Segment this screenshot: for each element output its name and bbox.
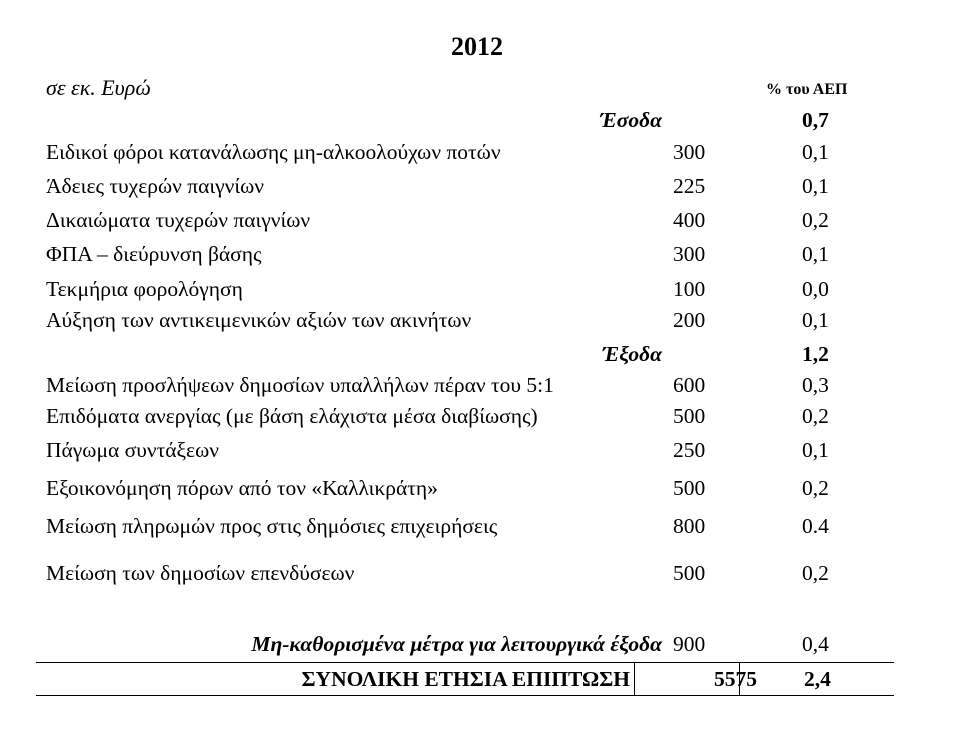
total-label: ΣΥΝΟΛΙΚΗ ΕΤΗΣΙΑ ΕΠΙΠΤΩΣΗ <box>301 667 630 691</box>
row-amount: 300 <box>673 140 706 164</box>
row-amount: 400 <box>673 208 706 232</box>
table-row <box>36 136 892 168</box>
row-label: Μη-καθορισμένα μέτρα για λειτουργικά έξοδα <box>251 632 662 656</box>
total-pct: 2,4 <box>804 667 831 691</box>
table-row <box>36 400 892 432</box>
row-label: Πάγωμα συντάξεων <box>46 438 219 462</box>
row-amount: 600 <box>673 373 706 397</box>
total-amount: 5575 <box>714 667 757 691</box>
row-label: Επιδόματα ανεργίας (με βάση ελάχιστα μέσα διαβίωσης) <box>46 404 538 428</box>
table-row <box>36 557 892 589</box>
table-row <box>36 170 892 202</box>
row-label: Μείωση πληρωμών προς στις δημόσιες επιχειρήσεις <box>46 514 498 538</box>
row-amount: 500 <box>673 476 706 500</box>
row-amount: 900 <box>673 632 706 656</box>
row-amount: 100 <box>673 277 706 301</box>
row-pct: 0,1 <box>802 438 829 462</box>
expenditure-heading: Έξοδα <box>602 342 662 366</box>
row-pct: 0,3 <box>802 373 829 397</box>
row-pct: 0,2 <box>802 476 829 500</box>
row-amount: 300 <box>673 242 706 266</box>
row-pct: 0,2 <box>802 404 829 428</box>
row-label: Ειδικοί φόροι κατανάλωσης μη-αλκοολούχων ποτών <box>46 140 501 164</box>
row-label: Δικαιώματα τυχερών παιγνίων <box>46 208 311 232</box>
table-row <box>36 628 892 660</box>
row-label: Αύξηση των αντικειμενικών αξιών των ακινήτων <box>46 308 472 332</box>
row-label: Μείωση των δημοσίων επενδύσεων <box>46 561 355 585</box>
row-pct: 0,0 <box>802 277 829 301</box>
revenue-total-pct: 0,7 <box>802 108 829 132</box>
row-label: Τεκμήρια φορολόγηση <box>46 277 243 301</box>
row-pct: 0,4 <box>802 632 829 656</box>
row-label: Εξοικονόμηση πόρων από τον «Καλλικράτη» <box>46 476 438 500</box>
row-pct: 0,1 <box>802 140 829 164</box>
row-label: Άδειες τυχερών παιγνίων <box>46 174 265 198</box>
row-amount: 225 <box>673 174 706 198</box>
table-row <box>36 304 892 336</box>
table-row <box>36 369 892 401</box>
row-pct: 0,1 <box>802 242 829 266</box>
revenue-heading: Έσοδα <box>600 108 662 132</box>
row-amount: 250 <box>673 438 706 462</box>
expenditure-total-pct: 1,2 <box>802 342 829 366</box>
table-row <box>36 273 892 305</box>
row-amount: 200 <box>673 308 706 332</box>
row-pct: 0,1 <box>802 174 829 198</box>
row-amount: 500 <box>673 404 706 428</box>
row-amount: 800 <box>673 514 706 538</box>
total-bottom-rule <box>36 695 894 696</box>
row-pct: 0,1 <box>802 308 829 332</box>
row-amount: 500 <box>673 561 706 585</box>
row-label: ΦΠΑ – διεύρυνση βάσης <box>46 242 262 266</box>
expenditure-heading-row <box>36 338 892 370</box>
table-row <box>36 510 892 542</box>
table-row <box>36 434 892 466</box>
units-label: σε εκ. Ευρώ <box>46 75 151 100</box>
page-title: 2012 <box>451 32 503 61</box>
row-pct: 0.4 <box>802 514 829 538</box>
table-row <box>36 204 892 236</box>
total-row <box>36 663 892 695</box>
gdp-column-header: % του ΑΕΠ <box>766 81 848 98</box>
revenue-heading-row <box>36 104 892 136</box>
table-row <box>36 238 892 270</box>
row-pct: 0,2 <box>802 208 829 232</box>
table-row <box>36 472 892 504</box>
row-label: Μείωση προσλήψεων δημοσίων υπαλλήλων πέραν του 5:1 <box>46 373 554 397</box>
row-pct: 0,2 <box>802 561 829 585</box>
